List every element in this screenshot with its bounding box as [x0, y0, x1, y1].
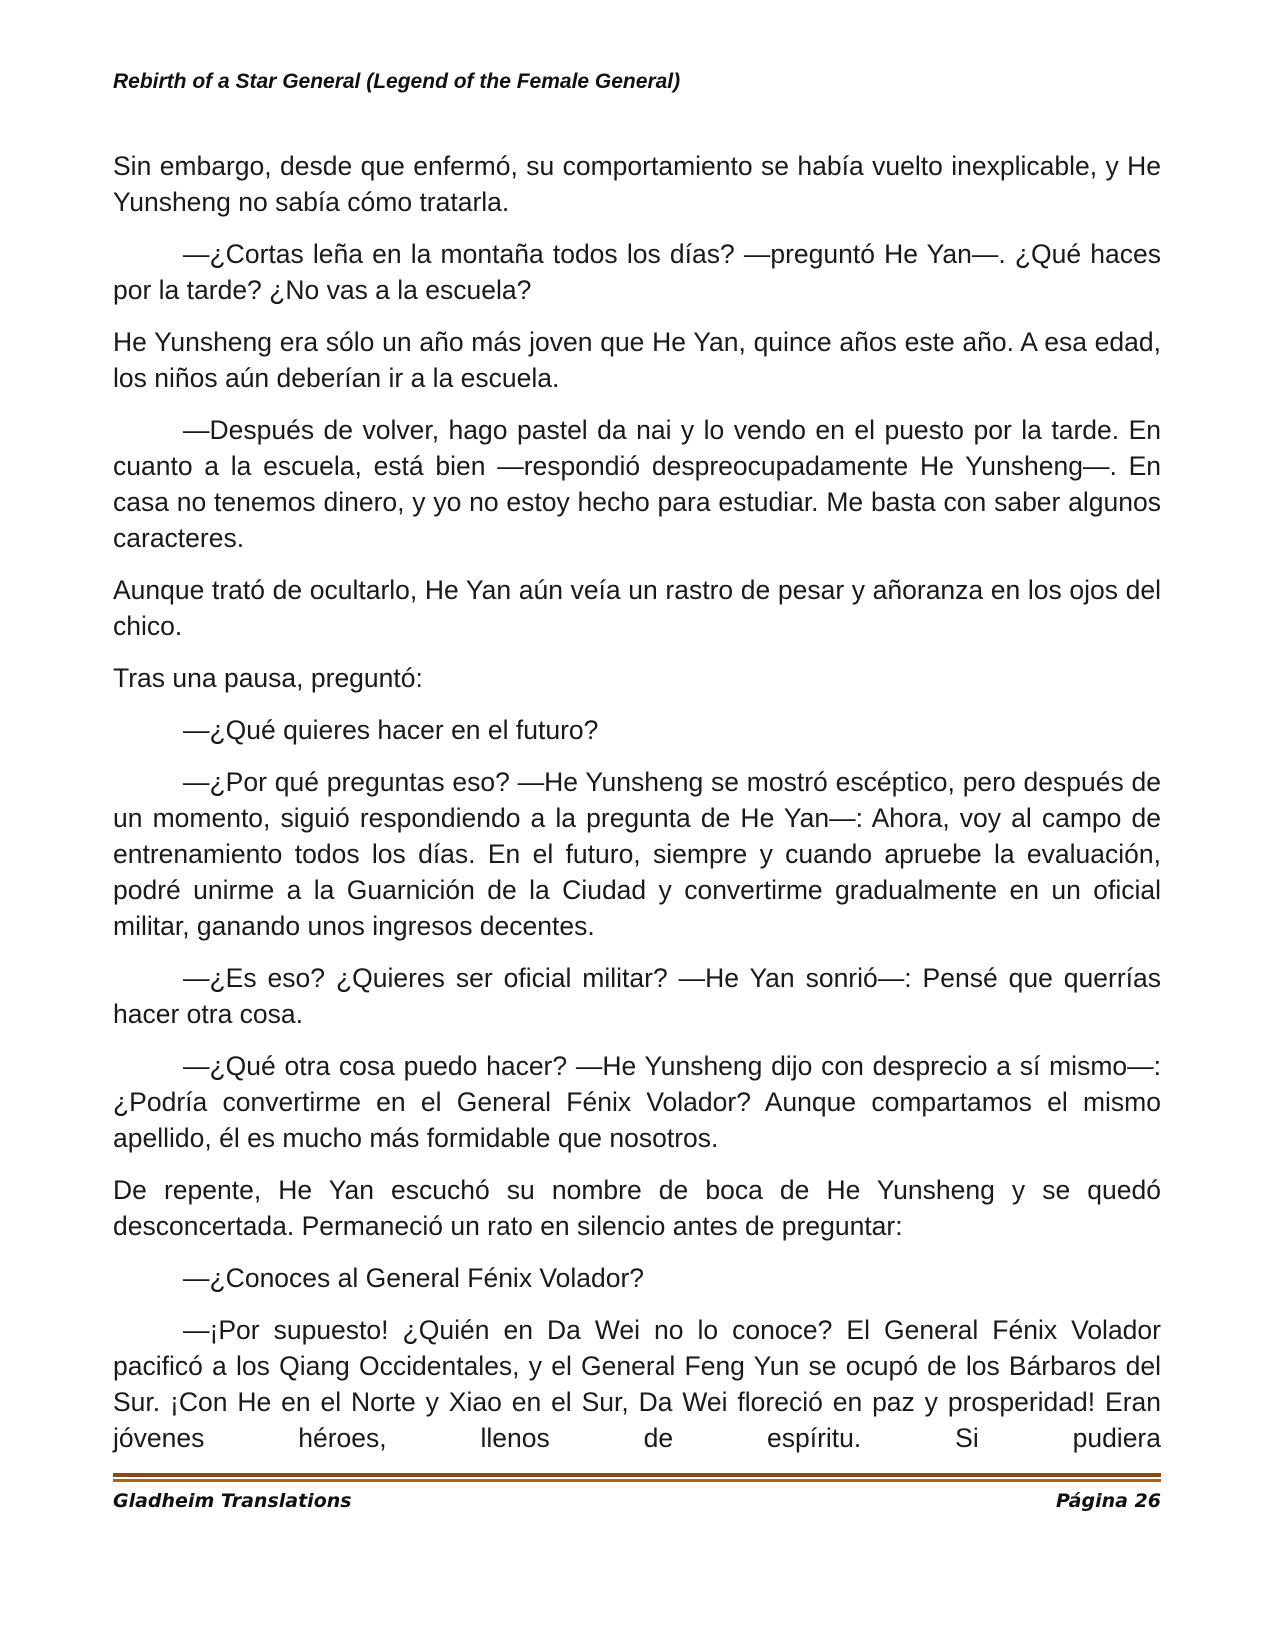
dialogue-paragraph: —¿Qué quieres hacer en el futuro? — [183, 715, 599, 745]
running-header-title: Rebirth of a Star General (Legend of the Female General) — [113, 70, 681, 93]
footer-divider — [113, 1473, 1161, 1482]
dialogue-paragraph: —¿Es eso? ¿Quieres ser oficial militar? —He Yan sonrió—: Pensé que querrías hacer otra cosa. — [113, 963, 1161, 1029]
paragraph: Aunque trató de ocultarlo, He Yan aún veía un rastro de pesar y añoranza en los ojos del chico. — [113, 575, 1161, 641]
dialogue-paragraph: —Después de volver, hago pastel da nai y lo vendo en el puesto por la tarde. En cuanto a la escuela, está bien —respondió despreocupadamente He Yunsheng—. En casa no tenemos dinero, y yo no estoy hecho para estudiar. Me basta con saber algunos caracteres. — [113, 415, 1161, 553]
paragraph: He Yunsheng era sólo un año más joven que He Yan, quince años este año. A esa edad, los niños aún deberían ir a la escuela. — [113, 327, 1161, 393]
page-footer — [113, 1490, 1161, 1512]
dialogue-paragraph: —¿Cortas leña en la montaña todos los días? —preguntó He Yan—. ¿Qué haces por la tarde? ¿No vas a la escuela? — [113, 239, 1161, 305]
paragraph: De repente, He Yan escuchó su nombre de boca de He Yunsheng y se quedó desconcertada. Permaneció un rato en silencio antes de preguntar: — [113, 1175, 1161, 1241]
dialogue-paragraph: —¿Qué otra cosa puedo hacer? —He Yunsheng dijo con desprecio a sí mismo—: ¿Podría convertirme en el General Fénix Volador? Aunque compartamos el mismo apellido, él es mucho más formidable que nosotros. — [113, 1051, 1161, 1153]
dialogue-paragraph: —¿Por qué preguntas eso? —He Yunsheng se mostró escéptico, pero después de un momento, siguió respondiendo a la pregunta de He Yan—: Ahora, voy al campo de entrenamiento todos los días. En el futuro, siempre y cuando apruebe la evaluación, podré unirme a la Guarnición de la Ciudad y convertirme gradualmente en un oficial militar, ganando unos ingresos decentes. — [113, 767, 1161, 941]
dialogue-paragraph: —¿Conoces al General Fénix Volador? — [183, 1263, 645, 1293]
footer-translator-name: Gladheim Translations — [113, 1490, 352, 1512]
dialogue-paragraph: —¡Por supuesto! ¿Quién en Da Wei no lo conoce? El General Fénix Volador pacificó a los Qiang Occidentales, y el General Feng Yun se ocupó de los Bárbaros del Sur. ¡Con He en el Norte y Xiao en el Sur, Da Wei floreció en paz y prosperidad! Eran jóvenes héroes, llenos de espíritu. Si pudiera — [113, 1315, 1161, 1453]
paragraph: Sin embargo, desde que enfermó, su comportamiento se había vuelto inexplicable, y He Yunsheng no sabía cómo tratarla. — [113, 151, 1161, 217]
page-body — [113, 148, 1161, 1456]
footer-divider-bottom-line — [113, 1479, 1161, 1482]
paragraph: Tras una pausa, preguntó: — [113, 663, 423, 693]
footer-page-number: Página 26 — [1055, 1490, 1161, 1512]
